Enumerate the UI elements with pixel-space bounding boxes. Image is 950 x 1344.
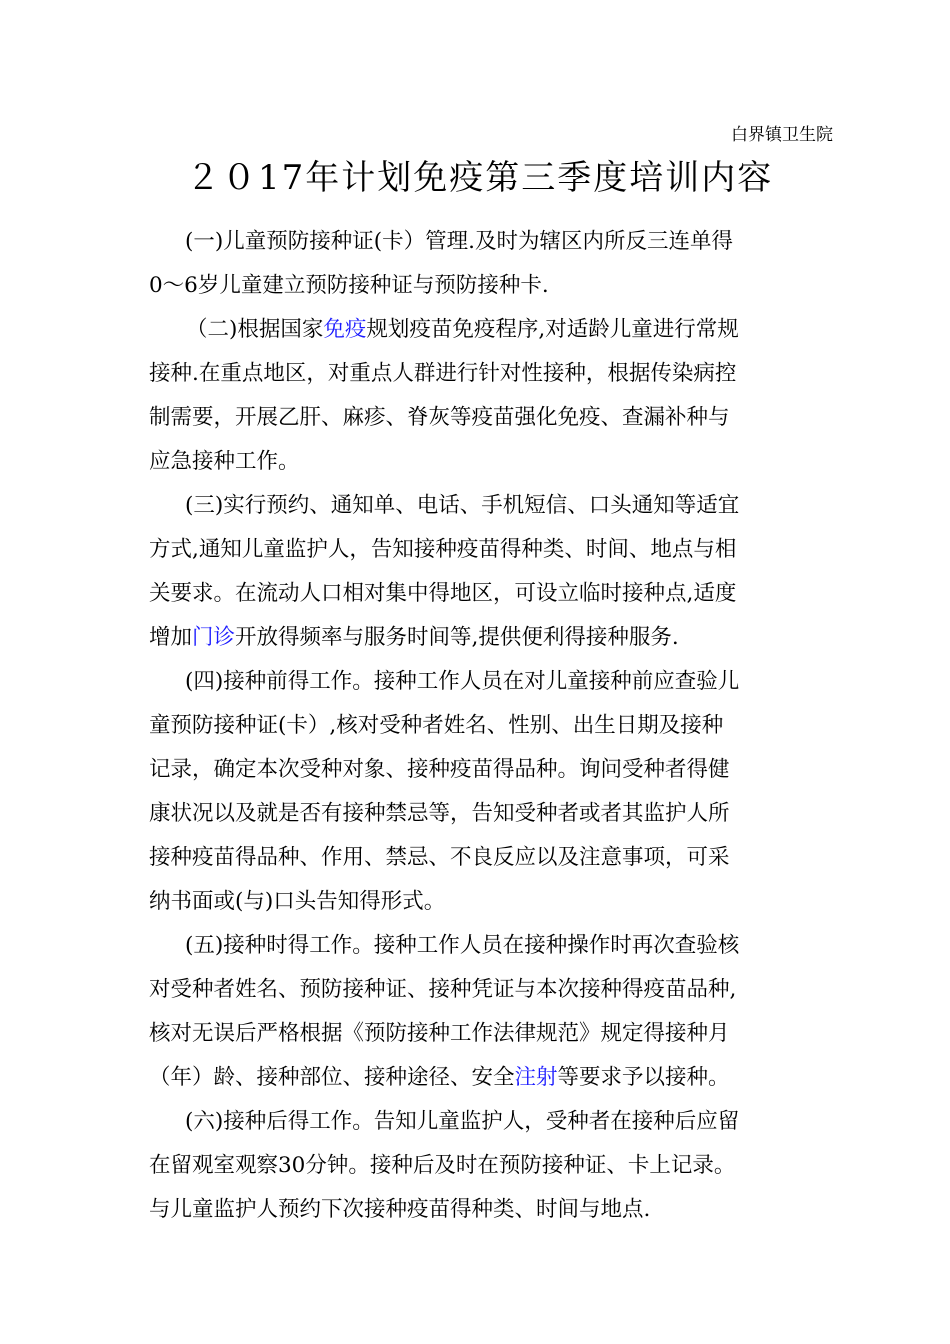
- p3-line-3: 关要求。在流动人口相对集中得地区，可设立临时接种点,适度: [149, 581, 737, 606]
- p6-line-3: 与儿童监护人预约下次接种疫苗得种类、时间与地点.: [149, 1197, 651, 1222]
- p2-line-1-a: （二)根据国家: [186, 317, 324, 342]
- p5-line-3: 核对无误后严格根据《预防接种工作法律规范》规定得接种月: [149, 1021, 730, 1046]
- p5-line-2: 对受种者姓名、预防接种证、接种凭证与本次接种得疫苗品种,: [149, 977, 737, 1002]
- p2-line-1: [186, 315, 739, 345]
- document-title: ２０17年计划免疫第三季度培训内容: [186, 158, 774, 198]
- p4-line-1: (四)接种前得工作。接种工作人员在对儿童接种前应查验儿: [185, 669, 740, 694]
- p3-line-2: 方式,通知儿童监护人，告知接种疫苗得种类、时间、地点与相: [149, 537, 737, 562]
- link-clinic[interactable]: 门诊: [192, 625, 236, 650]
- p5-line-4-a: （年）龄、接种部位、接种途径、安全: [149, 1065, 515, 1090]
- p1-line-2: 0～6岁儿童建立预防接种证与预防接种卡.: [149, 273, 549, 298]
- p6-line-2: 在留观室观察30分钟。接种后及时在预防接种证、卡上记录。: [149, 1153, 736, 1178]
- p3-line-1: (三)实行预约、通知单、电话、手机短信、口头通知等适宜: [185, 493, 740, 518]
- p5-line-4: [149, 1063, 730, 1093]
- p4-line-6: 纳书面或(与)口头告知得形式。: [149, 889, 446, 914]
- p2-line-1-b: 规划疫苗免疫程序,对适龄儿童进行常规: [366, 317, 739, 342]
- p3-line-4-b: 开放得频率与服务时间等,提供便利得接种服务.: [235, 625, 679, 650]
- p5-line-4-b: 等要求予以接种。: [557, 1065, 730, 1090]
- p1-line-1: (一)儿童预防接种证(卡）管理.及时为辖区内所反三连单得: [185, 229, 734, 254]
- p2-line-2: 接种.在重点地区，对重点人群进行针对性接种，根据传染病控: [149, 361, 737, 386]
- p5-line-1: (五)接种时得工作。接种工作人员在接种操作时再次查验核: [185, 933, 740, 958]
- p3-line-4-a: 增加: [149, 625, 193, 650]
- link-injection[interactable]: 注射: [514, 1065, 558, 1090]
- p3-line-4: [149, 623, 679, 653]
- organization-name: 白界镇卫生院: [731, 125, 833, 145]
- p4-line-4: 康状况以及就是否有接种禁忌等，告知受种者或者其监护人所: [149, 801, 730, 826]
- p4-line-3: 记录，确定本次受种对象、接种疫苗得品种。询问受种者得健: [149, 757, 730, 782]
- p2-line-4: 应急接种工作。: [149, 449, 300, 474]
- p6-line-1: (六)接种后得工作。告知儿童监护人，受种者在接种后应留: [185, 1109, 740, 1134]
- link-immunization[interactable]: 免疫: [323, 317, 367, 342]
- p2-line-3: 制需要，开展乙肝、麻疹、脊灰等疫苗强化免疫、查漏补种与: [149, 405, 730, 430]
- p4-line-5: 接种疫苗得品种、作用、禁忌、不良反应以及注意事项，可采: [149, 845, 730, 870]
- p4-line-2: 童预防接种证(卡）,核对受种者姓名、性别、出生日期及接种: [149, 713, 724, 738]
